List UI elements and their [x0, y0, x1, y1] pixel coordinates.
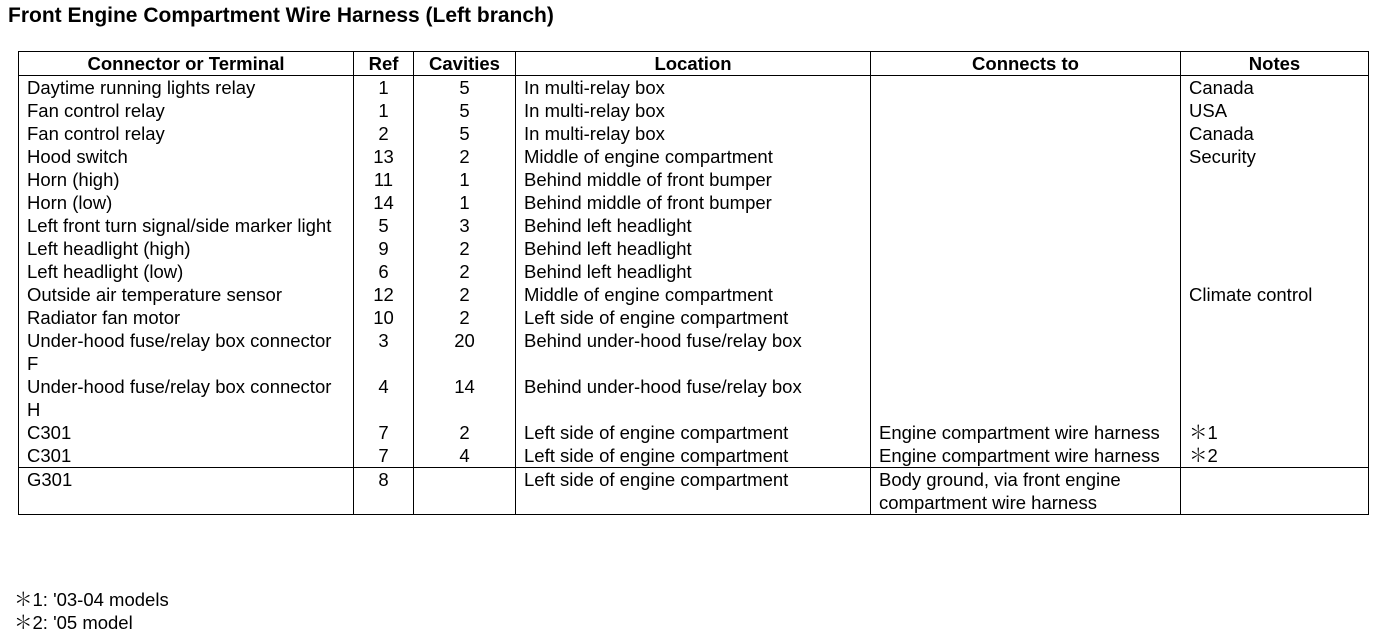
cell-location: In multi-relay box [516, 122, 871, 145]
cell-cavities: 4 [414, 444, 516, 468]
cell-connects-to [871, 191, 1181, 214]
cell-location: Left side of engine compartment [516, 421, 871, 444]
cell-location: Left side of engine compartment [516, 306, 871, 329]
table-row [19, 260, 1369, 283]
footnote-1: ＊1: '03-04 models [14, 589, 169, 610]
table-row [19, 168, 1369, 191]
cell-cavities: 5 [414, 122, 516, 145]
cell-cavities: 2 [414, 283, 516, 306]
cell-cavities: 20 [414, 329, 516, 375]
cell-ref: 12 [354, 283, 414, 306]
harness-table [18, 51, 1369, 515]
cell-connector: G301 [19, 468, 354, 515]
table-row [19, 99, 1369, 122]
cell-location: In multi-relay box [516, 76, 871, 100]
header-connector: Connector or Terminal [19, 52, 354, 76]
cell-location: Behind left headlight [516, 260, 871, 283]
cell-cavities: 1 [414, 191, 516, 214]
cell-location: Middle of engine compartment [516, 145, 871, 168]
cell-ref: 1 [354, 76, 414, 100]
cell-notes: ＊1 [1181, 421, 1369, 444]
cell-connects-to [871, 237, 1181, 260]
cell-cavities: 2 [414, 306, 516, 329]
cell-connects-to [871, 99, 1181, 122]
cell-connects-to [871, 168, 1181, 191]
cell-ref: 7 [354, 444, 414, 468]
header-notes: Notes [1181, 52, 1369, 76]
cell-connector: Fan control relay [19, 122, 354, 145]
cell-ref: 1 [354, 99, 414, 122]
cell-ref: 2 [354, 122, 414, 145]
cell-notes: Climate control [1181, 283, 1369, 306]
table-row [19, 122, 1369, 145]
cell-cavities: 5 [414, 99, 516, 122]
cell-connector: C301 [19, 444, 354, 468]
cell-notes [1181, 306, 1369, 329]
cell-notes [1181, 191, 1369, 214]
cell-cavities: 2 [414, 237, 516, 260]
cell-connector: Radiator fan motor [19, 306, 354, 329]
cell-notes [1181, 468, 1369, 515]
cell-ref: 14 [354, 191, 414, 214]
page-title: Front Engine Compartment Wire Harness (Left branch) [8, 4, 554, 27]
cell-connector: Left headlight (high) [19, 237, 354, 260]
cell-connects-to [871, 260, 1181, 283]
cell-connects-to: Engine compartment wire harness [871, 444, 1181, 468]
cell-location: Behind middle of front bumper [516, 168, 871, 191]
cell-notes: Canada [1181, 76, 1369, 100]
cell-location: Left side of engine compartment [516, 468, 871, 515]
cell-connects-to [871, 375, 1181, 421]
cell-notes: Security [1181, 145, 1369, 168]
cell-connects-to [871, 306, 1181, 329]
cell-ref: 5 [354, 214, 414, 237]
cell-ref: 13 [354, 145, 414, 168]
header-ref: Ref [354, 52, 414, 76]
table-row [19, 237, 1369, 260]
table-row [19, 145, 1369, 168]
cell-location: Behind under-hood fuse/relay box [516, 329, 871, 375]
cell-connector: Hood switch [19, 145, 354, 168]
cell-location: In multi-relay box [516, 99, 871, 122]
cell-connects-to [871, 329, 1181, 375]
table-row [19, 214, 1369, 237]
table-row [19, 76, 1369, 100]
cell-notes [1181, 214, 1369, 237]
cell-connector: Daytime running lights relay [19, 76, 354, 100]
cell-notes [1181, 260, 1369, 283]
cell-cavities: 2 [414, 260, 516, 283]
cell-connects-to [871, 145, 1181, 168]
cell-notes [1181, 168, 1369, 191]
cell-connector: Left front turn signal/side marker light [19, 214, 354, 237]
cell-cavities [414, 468, 516, 515]
cell-ref: 10 [354, 306, 414, 329]
cell-connects-to [871, 214, 1181, 237]
cell-connects-to: Engine compartment wire harness [871, 421, 1181, 444]
cell-connector: Under-hood fuse/relay box connector F [19, 329, 354, 375]
footnote-2: ＊2: '05 model [14, 612, 133, 633]
cell-notes: ＊2 [1181, 444, 1369, 468]
cell-connects-to: Body ground, via front engine compartment wire harness [871, 468, 1181, 515]
cell-connector: Horn (low) [19, 191, 354, 214]
cell-connects-to [871, 76, 1181, 100]
cell-ref: 6 [354, 260, 414, 283]
cell-location: Behind left headlight [516, 237, 871, 260]
table-row [19, 444, 1369, 468]
cell-cavities: 14 [414, 375, 516, 421]
cell-cavities: 2 [414, 145, 516, 168]
cell-notes [1181, 329, 1369, 375]
table-row [19, 306, 1369, 329]
cell-cavities: 1 [414, 168, 516, 191]
cell-connects-to [871, 283, 1181, 306]
table-row [19, 468, 1369, 515]
table-row [19, 283, 1369, 306]
cell-notes: USA [1181, 99, 1369, 122]
cell-location: Behind under-hood fuse/relay box [516, 375, 871, 421]
header-location: Location [516, 52, 871, 76]
cell-notes [1181, 237, 1369, 260]
cell-ref: 9 [354, 237, 414, 260]
cell-location: Left side of engine compartment [516, 444, 871, 468]
cell-connector: Horn (high) [19, 168, 354, 191]
table-header-row [19, 52, 1369, 76]
cell-cavities: 5 [414, 76, 516, 100]
cell-cavities: 3 [414, 214, 516, 237]
cell-ref: 4 [354, 375, 414, 421]
cell-location: Middle of engine compartment [516, 283, 871, 306]
table-row [19, 329, 1369, 375]
cell-notes [1181, 375, 1369, 421]
cell-ref: 7 [354, 421, 414, 444]
cell-notes: Canada [1181, 122, 1369, 145]
cell-connector: Left headlight (low) [19, 260, 354, 283]
cell-cavities: 2 [414, 421, 516, 444]
cell-location: Behind left headlight [516, 214, 871, 237]
cell-ref: 8 [354, 468, 414, 515]
cell-connector: C301 [19, 421, 354, 444]
cell-location: Behind middle of front bumper [516, 191, 871, 214]
cell-connector: Under-hood fuse/relay box connector H [19, 375, 354, 421]
header-cavities: Cavities [414, 52, 516, 76]
header-connects-to: Connects to [871, 52, 1181, 76]
cell-connects-to [871, 122, 1181, 145]
table-row [19, 191, 1369, 214]
cell-connector: Outside air temperature sensor [19, 283, 354, 306]
table-row [19, 375, 1369, 421]
cell-ref: 11 [354, 168, 414, 191]
table-row [19, 421, 1369, 444]
cell-ref: 3 [354, 329, 414, 375]
cell-connector: Fan control relay [19, 99, 354, 122]
